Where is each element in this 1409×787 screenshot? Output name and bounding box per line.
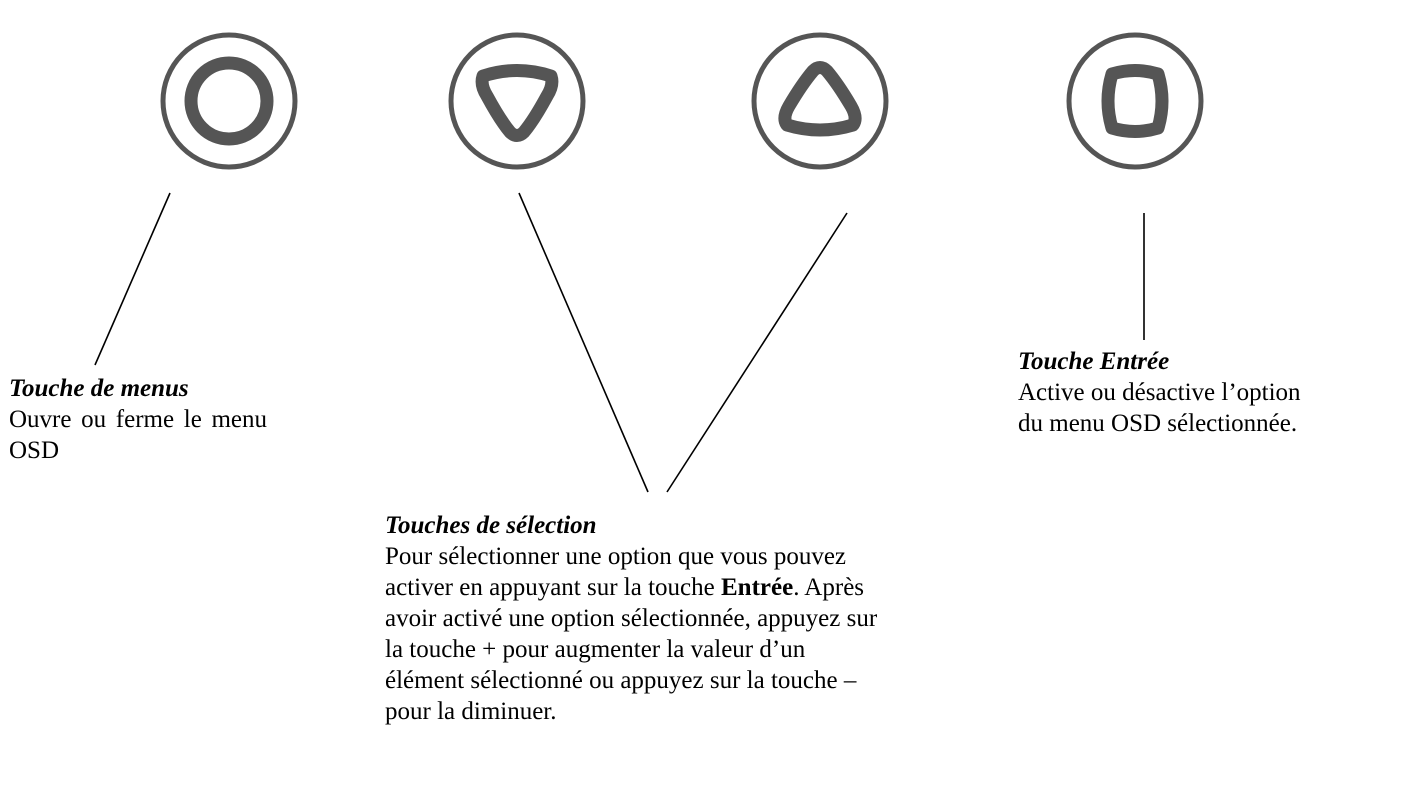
selection-keys-description-line-5: élément sélectionné ou appuyez sur la touche –	[385, 667, 857, 694]
selection-down-button-outer-ring	[451, 35, 583, 167]
selection-keys-description-line-1: Pour sélectionner une option que vous pouvez	[385, 543, 847, 570]
selection-keys-description-line-6: pour la diminuer.	[385, 698, 557, 725]
selection-keys-line-2-prefix: activer en appuyant sur la touche	[385, 574, 721, 601]
triangle-down-icon	[482, 71, 552, 136]
selection-up-button-outer-ring	[754, 35, 886, 167]
selection-down-button	[451, 35, 583, 167]
selection-keys-label	[385, 510, 878, 727]
menu-key-title: Touche de menus	[9, 375, 189, 402]
menu-button	[163, 35, 295, 167]
menu-key-label	[9, 373, 267, 466]
menu-leader-line	[95, 193, 170, 365]
square-icon	[1108, 71, 1162, 132]
selection-down-leader-line	[519, 193, 648, 492]
enter-key-description-line-1: Active ou désactive l’option	[1018, 379, 1301, 406]
enter-key-description-line-2: du menu OSD sélectionnée.	[1018, 410, 1298, 437]
selection-up-leader-line	[667, 213, 847, 492]
enter-button	[1069, 35, 1201, 167]
selection-keys-description-line-3: avoir activé une option sélectionnée, appuyez sur	[385, 605, 878, 632]
selection-up-button	[754, 35, 886, 167]
enter-key-label	[1018, 346, 1403, 439]
circle-icon	[191, 63, 267, 139]
menu-key-description: Ouvre ou ferme le menu OSD	[9, 406, 267, 464]
enter-key-title: Touche Entrée	[1018, 348, 1170, 375]
enter-button-outer-ring	[1069, 35, 1201, 167]
selection-keys-description-line-4: la touche + pour augmenter la valeur d’un	[385, 636, 806, 663]
selection-keys-line-2-suffix: . Après	[793, 574, 865, 601]
selection-keys-description-line-2	[385, 572, 865, 603]
triangle-up-icon	[785, 68, 855, 131]
selection-keys-title: Touches de sélection	[385, 512, 597, 539]
menu-button-outer-ring	[163, 35, 295, 167]
enter-key-reference: Entrée	[720, 574, 794, 601]
